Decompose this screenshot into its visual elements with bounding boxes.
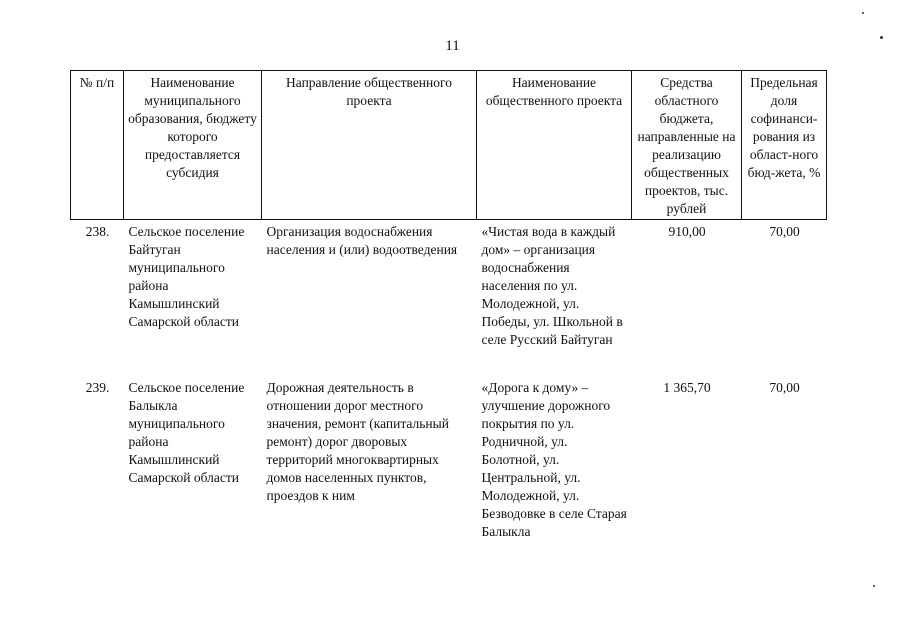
row-municipality: Сельское поселение Байтуган муниципального района Камышлинский Самарской области <box>128 224 245 329</box>
row-municipality: Сельское поселение Балыкла муниципального района Камышлинский Самарской области <box>128 380 245 485</box>
page-number: 11 <box>445 38 460 54</box>
scan-speck <box>873 585 875 587</box>
table-row <box>71 376 827 544</box>
row-amount: 1 365,70 <box>663 380 711 395</box>
table-row <box>71 220 827 377</box>
header-direction: Направление общественного проекта <box>262 71 477 220</box>
header-amount: Средства областного бюджета, направленные на реализацию общественных проектов, тыс. рублей <box>632 71 742 220</box>
row-direction: Дорожная деятельность в отношении дорог местного значения, ремонт (капитальный ремонт) дорог дворовых территорий многоквартирных домов населенных пунктов, проездов к ним <box>266 380 449 503</box>
subsidy-table <box>70 70 827 544</box>
row-share: 70,00 <box>769 380 800 395</box>
row-amount: 910,00 <box>668 224 706 239</box>
row-direction: Организация водоснабжения населения и (или) водоотведения <box>266 224 458 257</box>
row-project: «Чистая вода в каждый дом» – организация водоснабжения населения по ул. Молодежной, ул. Победы, ул. Школьной в селе Русский Байтуган <box>481 224 623 347</box>
header-project: Наименование общественного проекта <box>477 71 632 220</box>
header-number: № п/п <box>71 71 124 220</box>
row-number: 238. <box>85 224 110 239</box>
header-municipality: Наименование муниципального образования, бюджету которого предоставляется субсидия <box>124 71 262 220</box>
header-share: Предельная доля софинанси-рования из област-ного бюд-жета, % <box>742 71 827 220</box>
scan-speck <box>862 12 864 14</box>
row-project: «Дорога к дому» – улучшение дорожного покрытия по ул. Родничной, ул. Болотной, ул. Центральной, ул. Молодежной, ул. Безводовке в селе Старая Балыкла <box>481 380 627 539</box>
row-share: 70,00 <box>769 224 800 239</box>
table-header-row <box>71 71 827 220</box>
scan-speck <box>880 36 883 39</box>
row-number: 239. <box>85 380 110 395</box>
